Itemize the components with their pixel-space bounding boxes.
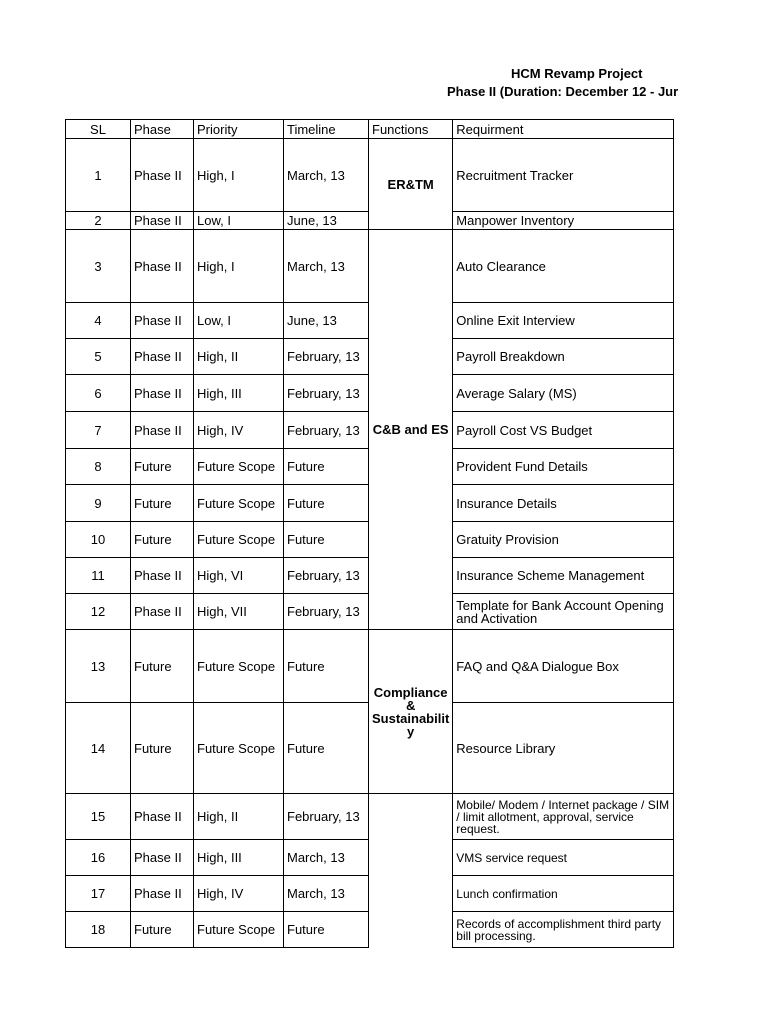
cell-sl: 2 [66,212,131,230]
table-header-row [66,120,674,139]
column-header-requirement: Requirment [453,120,674,139]
cell-timeline: February, 13 [284,375,369,412]
column-header-phase: Phase [131,120,194,139]
column-header-functions: Functions [369,120,453,139]
cell-sl: 7 [66,412,131,449]
cell-sl: 11 [66,558,131,594]
cell-priority: Future Scope [194,703,284,794]
cell-timeline: February, 13 [284,594,369,630]
requirements-table [65,119,674,948]
cell-requirement: Template for Bank Account Opening and Activation [453,594,674,630]
cell-priority: Future Scope [194,630,284,703]
cell-timeline: Future [284,912,369,948]
cell-sl: 5 [66,339,131,375]
cell-priority: Low, I [194,212,284,230]
column-header-sl: SL [66,120,131,139]
cell-sl: 18 [66,912,131,948]
cell-priority: High, VII [194,594,284,630]
cell-priority: Future Scope [194,449,284,485]
cell-timeline: Future [284,703,369,794]
cell-function-cbes: C&B and ES [369,230,453,630]
document-title: HCM Revamp Project [511,66,643,81]
cell-timeline: February, 13 [284,339,369,375]
cell-sl: 4 [66,303,131,339]
cell-sl: 9 [66,485,131,522]
cell-phase: Future [131,449,194,485]
cell-requirement: Online Exit Interview [453,303,674,339]
cell-phase: Phase II [131,412,194,449]
cell-sl: 17 [66,876,131,912]
cell-phase: Future [131,703,194,794]
cell-sl: 13 [66,630,131,703]
cell-priority: Future Scope [194,522,284,558]
cell-timeline: February, 13 [284,558,369,594]
cell-phase: Future [131,522,194,558]
cell-phase: Phase II [131,375,194,412]
cell-sl: 14 [66,703,131,794]
cell-requirement: Gratuity Provision [453,522,674,558]
cell-phase: Phase II [131,139,194,212]
column-header-priority: Priority [194,120,284,139]
cell-phase: Future [131,485,194,522]
cell-requirement: Average Salary (MS) [453,375,674,412]
cell-requirement: Lunch confirmation [453,876,674,912]
cell-sl: 8 [66,449,131,485]
cell-requirement: VMS service request [453,840,674,876]
cell-priority: High, I [194,230,284,303]
cell-sl: 16 [66,840,131,876]
cell-sl: 10 [66,522,131,558]
cell-timeline: Future [284,630,369,703]
cell-sl: 3 [66,230,131,303]
cell-priority: High, IV [194,876,284,912]
cell-priority: High, VI [194,558,284,594]
table-row [66,139,674,212]
cell-priority: Low, I [194,303,284,339]
cell-phase: Phase II [131,212,194,230]
cell-requirement: Insurance Details [453,485,674,522]
cell-phase: Phase II [131,303,194,339]
document-subtitle: Phase II (Duration: December 12 - Jur [447,84,679,99]
cell-timeline: June, 13 [284,212,369,230]
cell-timeline: Future [284,449,369,485]
cell-function-compliance: Compliance & Sustainabilit y [369,630,453,794]
cell-phase: Future [131,912,194,948]
table-row [66,794,674,840]
cell-phase: Phase II [131,230,194,303]
cell-priority: High, III [194,840,284,876]
cell-function-empty [369,794,453,948]
cell-function-ertm: ER&TM [369,139,453,230]
cell-priority: High, II [194,794,284,840]
cell-priority: High, IV [194,412,284,449]
cell-sl: 6 [66,375,131,412]
cell-timeline: March, 13 [284,876,369,912]
cell-requirement: Resource Library [453,703,674,794]
cell-phase: Phase II [131,339,194,375]
cell-requirement: Payroll Breakdown [453,339,674,375]
cell-timeline: Future [284,485,369,522]
cell-requirement: Records of accomplishment third party bill processing. [453,912,674,948]
cell-phase: Phase II [131,840,194,876]
cell-phase: Future [131,630,194,703]
cell-requirement: FAQ and Q&A Dialogue Box [453,630,674,703]
cell-sl: 1 [66,139,131,212]
cell-requirement: Manpower Inventory [453,212,674,230]
cell-priority: Future Scope [194,912,284,948]
cell-timeline: Future [284,522,369,558]
table-row [66,230,674,303]
cell-requirement: Auto Clearance [453,230,674,303]
cell-timeline: March, 13 [284,139,369,212]
table-row [66,630,674,703]
column-header-timeline: Timeline [284,120,369,139]
cell-phase: Phase II [131,876,194,912]
cell-requirement: Recruitment Tracker [453,139,674,212]
cell-timeline: March, 13 [284,230,369,303]
cell-timeline: March, 13 [284,840,369,876]
cell-priority: High, II [194,339,284,375]
cell-requirement: Mobile/ Modem / Internet package / SIM / limit allotment, approval, service request. [453,794,674,840]
cell-priority: Future Scope [194,485,284,522]
cell-phase: Phase II [131,594,194,630]
cell-timeline: February, 13 [284,794,369,840]
cell-sl: 12 [66,594,131,630]
cell-timeline: June, 13 [284,303,369,339]
cell-sl: 15 [66,794,131,840]
cell-requirement: Insurance Scheme Management [453,558,674,594]
cell-phase: Phase II [131,794,194,840]
cell-priority: High, I [194,139,284,212]
cell-phase: Phase II [131,558,194,594]
cell-requirement: Provident Fund Details [453,449,674,485]
cell-requirement: Payroll Cost VS Budget [453,412,674,449]
cell-timeline: February, 13 [284,412,369,449]
cell-priority: High, III [194,375,284,412]
